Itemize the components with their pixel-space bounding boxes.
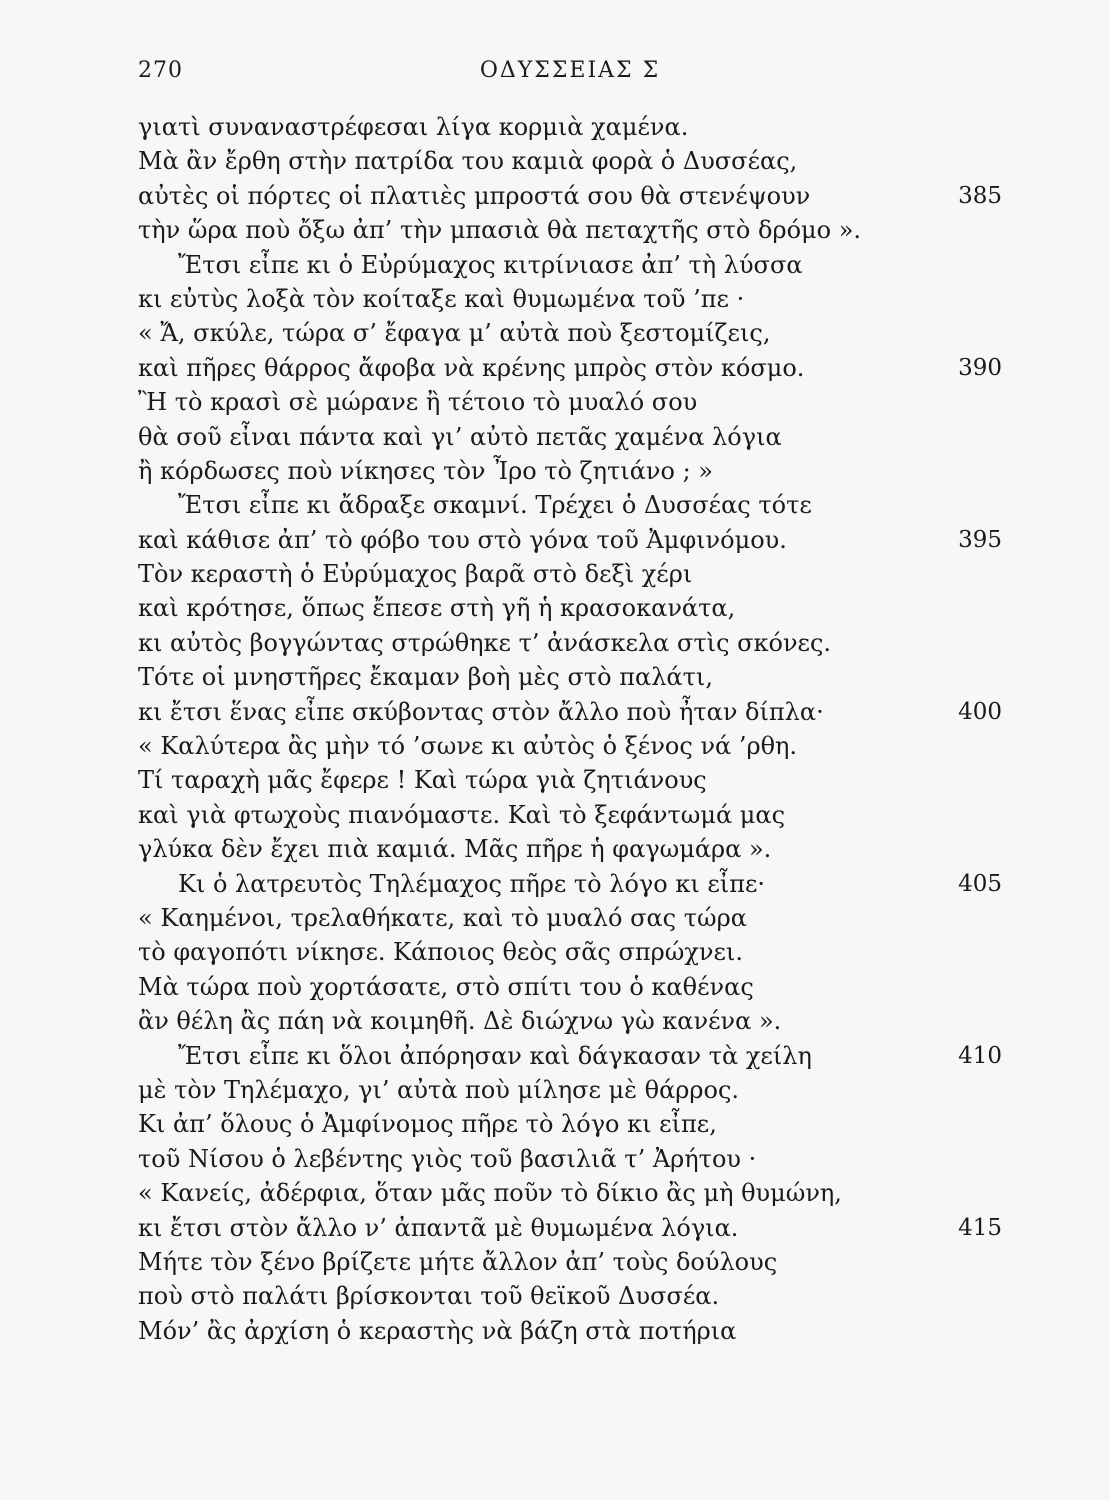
- verse-line-text: Τί ταραχὴ μᾶς ἔφερε ! Καὶ τώρα γιὰ ζητιάνους: [138, 766, 707, 795]
- verse-line: [138, 867, 1002, 901]
- verse-line-text: « Κανείς, ἀδέρφια, ὅταν μᾶς ποῦν τὸ δίκιο ἂς μὴ θυμώνη,: [138, 1179, 842, 1208]
- verse-line: [138, 213, 1002, 247]
- verse-line-text: Ἔτσι εἶπε κι ἄδραξε σκαμνί. Τρέχει ὁ Δυσσέας τότε: [178, 491, 812, 520]
- verse-line: [138, 1211, 1002, 1245]
- verse-line-text: « Καημένοι, τρελαθήκατε, καὶ τὸ μυαλό σας τώρα: [138, 903, 747, 932]
- verse-line-text: Κι ἀπ’ ὅλους ὁ Ἀμφίνομος πῆρε τὸ λόγο κι εἶπε,: [138, 1110, 717, 1139]
- verse-line: [138, 832, 1002, 866]
- line-number: 395: [958, 526, 1002, 553]
- verse-line: [138, 523, 1002, 557]
- verse-line: [138, 1314, 1002, 1348]
- verse-line: [138, 1279, 1002, 1313]
- verse-line: [138, 763, 1002, 797]
- line-number: 405: [958, 870, 1002, 897]
- verse-line: [138, 798, 1002, 832]
- verse-line: [138, 1039, 1002, 1073]
- verse-line: [138, 1176, 1002, 1210]
- verse-line-text: καὶ κρότησε, ὅπως ἔπεσε στὴ γῆ ἡ κρασοκανάτα,: [138, 594, 736, 623]
- verse-line-text: Τότε οἱ μνηστῆρες ἔκαμαν βοὴ μὲς στὸ παλάτι,: [138, 663, 713, 692]
- page-number: 270: [138, 58, 183, 83]
- verse-line: [138, 591, 1002, 625]
- verse-line: [138, 695, 1002, 729]
- verse-line-text: μὲ τὸν Τηλέμαχο, γι’ αὐτὰ ποὺ μίλησε μὲ θάρρος.: [138, 1075, 740, 1104]
- verse-line-text: Μὰ τώρα ποὺ χορτάσατε, στὸ σπίτι του ὁ καθένας: [138, 972, 754, 1001]
- verse-line-text: γιατὶ συναναστρέφεσαι λίγα κορμιὰ χαμένα.: [138, 113, 689, 141]
- verse-line-text: τὸ φαγοπότι νίκησε. Κάποιος θεὸς σᾶς σπρώχνει.: [138, 938, 743, 967]
- verse-line-text: ἂν θέλη ἂς πάη νὰ κοιμηθῆ. Δὲ διώχνω γὼ κανένα ».: [138, 1007, 782, 1036]
- verse-line: [138, 282, 1002, 316]
- verse-line-text: Κι ὁ λατρευτὸς Τηλέμαχος πῆρε τὸ λόγο κι εἶπε·: [178, 869, 766, 898]
- verse-text-block: [138, 110, 1002, 1348]
- line-number: 415: [958, 1214, 1002, 1241]
- verse-line: [138, 248, 1002, 282]
- verse-line: [138, 144, 1002, 178]
- verse-line: [138, 1073, 1002, 1107]
- verse-line-text: κι ἔτσι στὸν ἄλλο ν’ ἀπαντᾶ μὲ θυμωμένα λόγια.: [138, 1213, 739, 1242]
- verse-line: [138, 1004, 1002, 1038]
- verse-line-text: ποὺ στὸ παλάτι βρίσκονται τοῦ θεϊκοῦ Δυσσέα.: [138, 1282, 720, 1311]
- verse-line-text: Ἔτσι εἶπε κι ὅλοι ἀπόρησαν καὶ δάγκασαν τὰ χείλη: [178, 1041, 812, 1070]
- verse-line-text: Μὰ ἂν ἔρθη στὴν πατρίδα του καμιὰ φορὰ ὁ Δυσσέας,: [138, 147, 798, 176]
- verse-line-text: καὶ πῆρες θάρρος ἄφοβα νὰ κρένης μπρὸς στὸν κόσμο.: [138, 353, 805, 382]
- verse-line-text: καὶ κάθισε ἀπ’ τὸ φόβο του στὸ γόνα τοῦ Ἀμφινόμου.: [138, 525, 787, 554]
- verse-line-text: κι ἔτσι ἕνας εἶπε σκύβοντας στὸν ἄλλο ποὺ ἦταν δίπλα·: [138, 697, 824, 726]
- verse-line: [138, 488, 1002, 522]
- line-number: 390: [958, 354, 1002, 381]
- verse-line: [138, 1107, 1002, 1141]
- verse-line: [138, 454, 1002, 488]
- verse-line: [138, 626, 1002, 660]
- verse-line: [138, 901, 1002, 935]
- page-header: [138, 52, 1002, 92]
- running-title: ΟΔΥΣΣΕΙΑΣ Σ: [479, 58, 661, 83]
- verse-line: [138, 110, 1002, 144]
- verse-line-text: Τὸν κεραστὴ ὁ Εὐρύμαχος βαρᾶ στὸ δεξὶ χέρι: [138, 560, 693, 589]
- verse-line: [138, 316, 1002, 350]
- verse-line: [138, 351, 1002, 385]
- verse-line-text: Μήτε τὸν ξένο βρίζετε μήτε ἄλλον ἀπ’ τοὺς δούλους: [138, 1247, 778, 1276]
- line-number: 385: [958, 182, 1002, 209]
- verse-line: [138, 935, 1002, 969]
- verse-line-text: ἢ κόρδωσες ποὺ νίκησες τὸν Ἶρο τὸ ζητιάνο ; »: [138, 456, 713, 485]
- verse-line-text: κι αὐτὸς βογγώντας στρώθηκε τ’ ἀνάσκελα στὶς σκόνες.: [138, 628, 832, 657]
- verse-line: [138, 1245, 1002, 1279]
- line-number: 410: [958, 1042, 1002, 1069]
- verse-line-text: Μόν’ ἂς ἀρχίση ὁ κεραστὴς νὰ βάζη στὰ ποτήρια: [138, 1316, 737, 1345]
- verse-line: [138, 1142, 1002, 1176]
- verse-line-text: « Καλύτερα ἂς μὴν τό ’σωνε κι αὐτὸς ὁ ξένος νά ’ρθη.: [138, 732, 798, 761]
- verse-line: [138, 557, 1002, 591]
- verse-line: [138, 729, 1002, 763]
- verse-line-text: Ἢ τὸ κρασὶ σὲ μώρανε ἢ τέτοιο τὸ μυαλό σου: [138, 388, 698, 417]
- verse-line-text: Ἔτσι εἶπε κι ὁ Εὐρύμαχος κιτρίνιασε ἀπ’ τὴ λύσσα: [178, 250, 803, 279]
- line-number: 400: [958, 698, 1002, 725]
- verse-line: [138, 660, 1002, 694]
- verse-line-text: κι εὐτὺς λοξὰ τὸν κοίταξε καὶ θυμωμένα τοῦ ’πε ·: [138, 284, 745, 313]
- verse-line-text: θὰ σοῦ εἶναι πάντα καὶ γι’ αὐτὸ πετᾶς χαμένα λόγια: [138, 422, 782, 451]
- verse-line: [138, 420, 1002, 454]
- verse-line-text: τοῦ Νίσου ὁ λεβέντης γιὸς τοῦ βασιλιᾶ τ’ Ἀρήτου ·: [138, 1144, 757, 1173]
- verse-line: [138, 385, 1002, 419]
- verse-line-text: γλύκα δὲν ἔχει πιὰ καμιά. Μᾶς πῆρε ἡ φαγωμάρα ».: [138, 835, 772, 864]
- verse-line-text: καὶ γιὰ φτωχοὺς πιανόμαστε. Καὶ τὸ ξεφάντωμά μας: [138, 800, 786, 829]
- verse-line-text: αὐτὲς οἱ πόρτες οἱ πλατιὲς μπροστά σου θὰ στενέψουν: [138, 181, 811, 210]
- verse-line: [138, 970, 1002, 1004]
- verse-line-text: « Ἄ, σκύλε, τώρα σ’ ἔφαγα μ’ αὐτὰ ποὺ ξεστομίζεις,: [138, 319, 771, 348]
- verse-line: [138, 179, 1002, 213]
- verse-line-text: τὴν ὥρα ποὺ ὄξω ἀπ’ τὴν μπασιὰ θὰ πεταχτῆς στὸ δρόμο ».: [138, 216, 861, 245]
